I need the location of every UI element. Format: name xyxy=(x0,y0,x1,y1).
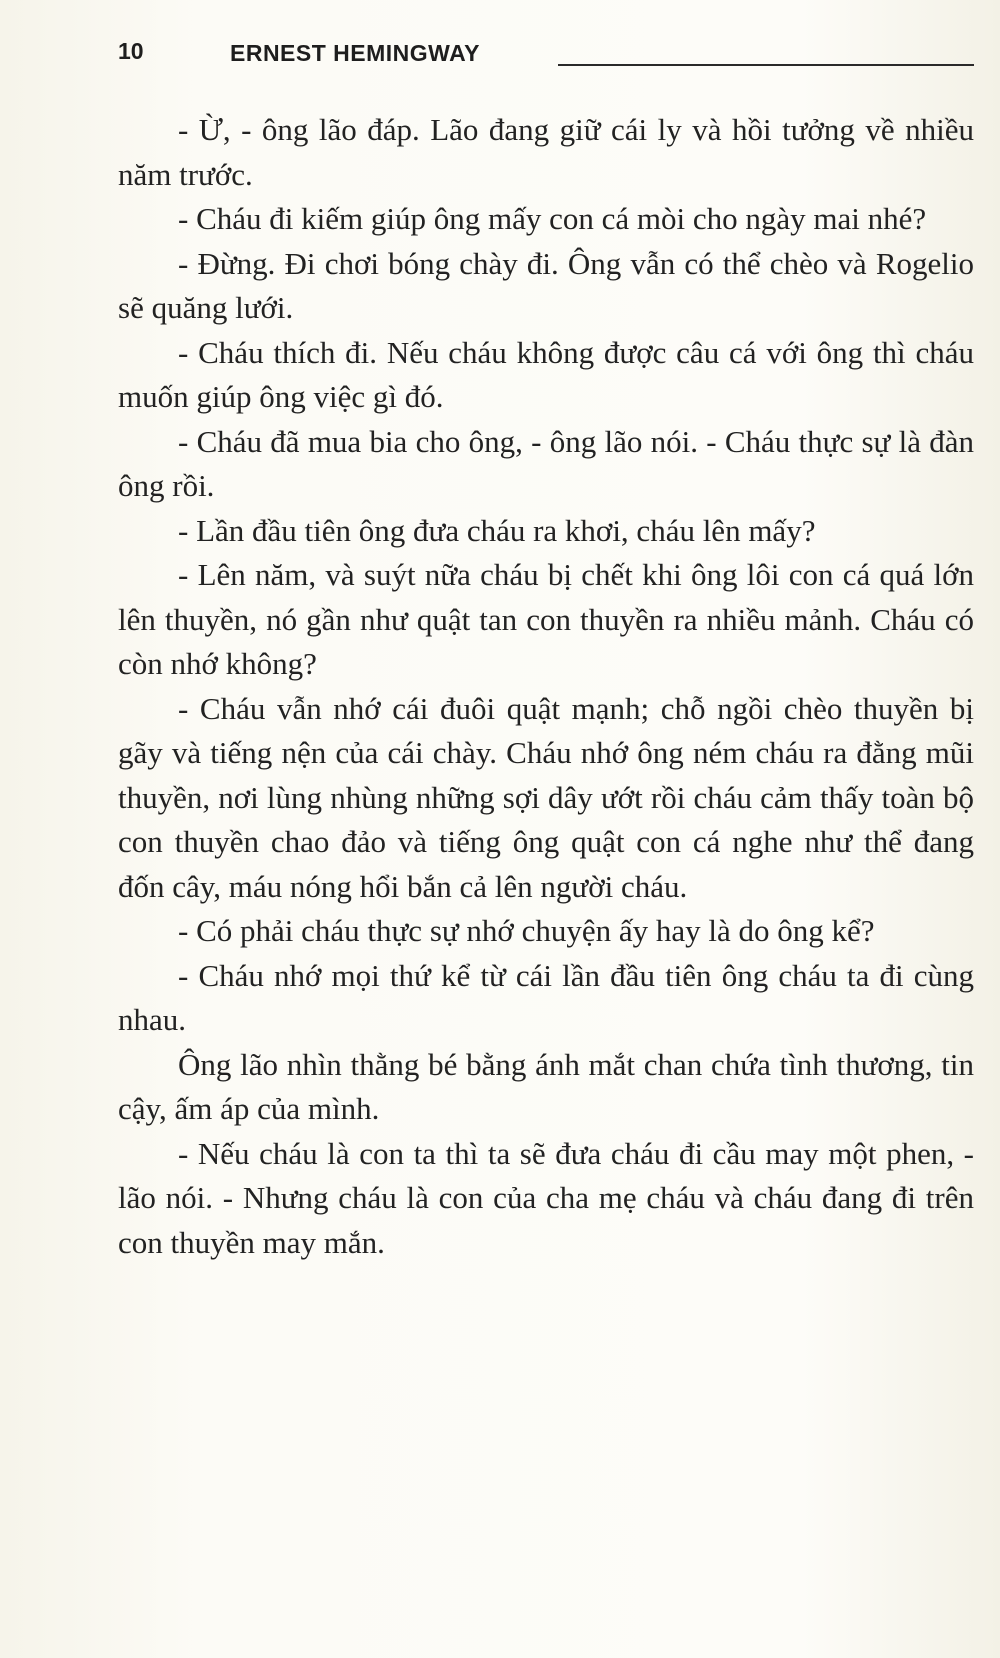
paragraph: - Ừ, - ông lão đáp. Lão đang giữ cái ly và hồi tưởng về nhiều năm trước. xyxy=(118,112,974,192)
paragraph: - Nếu cháu là con ta thì ta sẽ đưa cháu đi cầu may một phen, - lão nói. - Nhưng cháu là con của cha mẹ cháu và cháu đang đi trên con thuyền may mắn. xyxy=(118,1135,974,1260)
page-header xyxy=(118,34,974,74)
paragraph: Ông lão nhìn thằng bé bằng ánh mắt chan chứa tình thương, tin cậy, ấm áp của mình. xyxy=(118,1046,974,1126)
paragraph: - Cháu đi kiếm giúp ông mấy con cá mòi cho ngày mai nhé? xyxy=(178,201,927,236)
paragraph: - Có phải cháu thực sự nhớ chuyện ấy hay là do ông kể? xyxy=(178,913,875,948)
page-number: 10 xyxy=(118,38,144,64)
body-text xyxy=(118,108,974,1265)
paragraph: - Cháu vẫn nhớ cái đuôi quật mạnh; chỗ ngồi chèo thuyền bị gãy và tiếng nện của cái chày. Cháu nhớ ông ném cháu ra đằng mũi thuyền, nơi lùng nhùng những sợi dây ướt rồi cháu cảm thấy toàn bộ con thuyền chao đảo và tiếng ông quật con cá nghe như thể đang đốn cây, máu nóng hổi bắn cả lên người cháu. xyxy=(118,690,974,904)
paragraph: - Đừng. Đi chơi bóng chày đi. Ông vẫn có thể chèo và Rogelio sẽ quăng lưới. xyxy=(118,245,974,325)
running-head: ERNEST HEMINGWAY xyxy=(230,40,480,66)
paragraph: - Lên năm, và suýt nữa cháu bị chết khi ông lôi con cá quá lớn lên thuyền, nó gần như quật tan con thuyền ra nhiều mảnh. Cháu có còn nhớ không? xyxy=(118,557,974,681)
paragraph: - Cháu nhớ mọi thứ kể từ cái lần đầu tiên ông cháu ta đi cùng nhau. xyxy=(118,957,974,1037)
paragraph: - Cháu thích đi. Nếu cháu không được câu cá với ông thì cháu muốn giúp ông việc gì đó. xyxy=(118,334,974,414)
header-rule xyxy=(558,64,974,66)
paragraph: - Lần đầu tiên ông đưa cháu ra khơi, cháu lên mấy? xyxy=(178,512,816,548)
paragraph: - Cháu đã mua bia cho ông, - ông lão nói. - Cháu thực sự là đàn ông rồi. xyxy=(118,423,974,503)
